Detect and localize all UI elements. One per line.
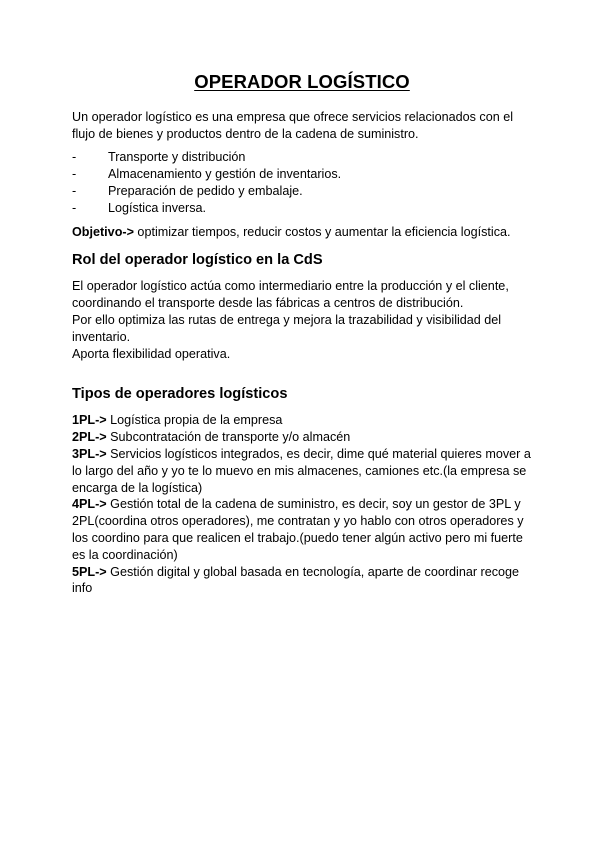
type-description: Gestión digital y global basada en tecnología, aparte de coordinar recoge info xyxy=(72,564,520,596)
service-label: Preparación de pedido y embalaje. xyxy=(108,183,303,198)
objective-paragraph xyxy=(72,224,532,241)
objective-text: optimizar tiempos, reducir costos y aumentar la eficiencia logística. xyxy=(133,224,511,239)
list-item xyxy=(72,183,532,200)
service-label: Almacenamiento y gestión de inventarios. xyxy=(108,166,342,181)
type-label: 3PL-> xyxy=(72,446,107,461)
list-item xyxy=(72,496,532,563)
types-heading: Tipos de operadores logísticos xyxy=(72,386,288,403)
type-description: Gestión total de la cadena de suministro, es decir, soy un gestor de 3PL y 2PL(coordina otros operadores), me contratan y yo hablo con otros operadores y los coordino para que realicen el trabajo.(puedo tener algún activo pero mi fuerte es la coordinación) xyxy=(72,497,524,562)
rol-paragraph: El operador logístico actúa como intermediario entre la producción y el cliente, coordinando el transporte desde las fábricas a centros de distribución. xyxy=(72,279,509,311)
list-item xyxy=(72,149,532,166)
list-item xyxy=(72,412,532,429)
type-description: Logística propia de la empresa xyxy=(106,413,283,428)
service-label: Transporte y distribución xyxy=(108,149,246,164)
types-list xyxy=(72,412,532,597)
type-label: 4PL-> xyxy=(72,497,107,512)
intro-paragraph: Un operador logístico es una empresa que ofrece servicios relacionados con el flujo de bienes y productos dentro de la cadena de suministro. xyxy=(72,110,514,141)
document-page xyxy=(72,70,532,597)
list-item xyxy=(72,166,532,183)
service-label: Logística inversa. xyxy=(108,200,207,215)
bullet-dash: - xyxy=(72,183,77,198)
list-item xyxy=(72,446,532,496)
bullet-dash: - xyxy=(72,200,77,215)
list-item xyxy=(72,429,532,446)
type-label: 2PL-> xyxy=(72,430,107,445)
bullet-dash: - xyxy=(72,166,77,181)
type-description: Servicios logísticos integrados, es decir, dime qué material quieres mover a lo largo del año y yo te lo muevo en mis almacenes, camiones etc.(la empresa se encarga de la logística) xyxy=(72,446,531,495)
document-title: OPERADOR LOGÍSTICO xyxy=(194,71,410,92)
services-list xyxy=(72,149,532,217)
rol-paragraph: Por ello optimiza las rutas de entrega y mejora la trazabilidad y visibilidad del inventario. xyxy=(72,312,502,344)
type-description: Subcontratación de transporte y/o almacén xyxy=(106,430,351,445)
rol-section xyxy=(72,278,532,362)
objective-label: Objetivo-> xyxy=(72,224,134,239)
type-label: 5PL-> xyxy=(72,564,107,579)
list-item xyxy=(72,564,532,598)
type-label: 1PL-> xyxy=(72,413,107,428)
list-item xyxy=(72,200,532,217)
rol-paragraph: Aporta flexibilidad operativa. xyxy=(72,346,231,361)
rol-heading: Rol del operador logístico en la CdS xyxy=(72,252,323,269)
bullet-dash: - xyxy=(72,149,77,164)
